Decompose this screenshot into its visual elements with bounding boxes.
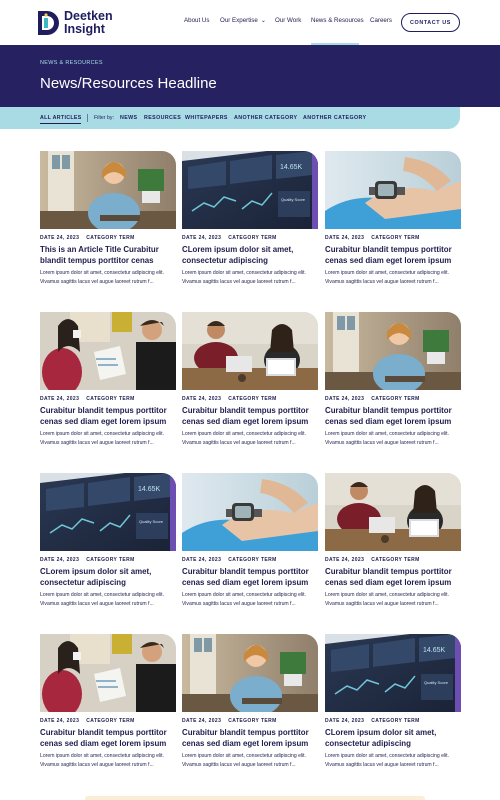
article-thumbnail[interactable] [325,634,461,712]
article-category[interactable]: CATEGORY TERM [228,557,277,563]
nav-item-expertise[interactable]: Our Expertise ⌄ [220,17,266,24]
contact-us-button[interactable]: CONTACT US [401,13,460,32]
svg-text:14.65K: 14.65K [280,164,303,171]
article-title[interactable]: Curabitur blandit tempus porttitor cenas sed diam eget lorem ipsum [325,567,452,587]
article-category[interactable]: CATEGORY TERM [86,718,135,724]
chevron-down-icon: ⌄ [260,18,266,24]
article-excerpt: Lorem ipsum dolor sit amet, consectetur adipiscing elit. Vivamus sagittis lacus vel augue laoreet rutrum f... [40,431,165,446]
article-meta [325,718,420,724]
svg-text:Quality Score: Quality Score [424,680,449,685]
site-header [0,0,500,45]
logo-text-line1: Deetken [64,9,113,23]
article-category[interactable]: CATEGORY TERM [228,235,277,241]
article-category[interactable]: CATEGORY TERM [371,557,420,563]
article-title[interactable]: Curabitur blandit tempus porttitor cenas sed diam eget lorem ipsum [325,406,452,426]
article-excerpt: Lorem ipsum dolor sit amet, consectetur adipiscing elit. Vivamus sagittis lacus vel augue laoreet rutrum f... [325,431,450,446]
article-meta [325,557,420,563]
article-date: DATE 24, 2023 [325,235,365,241]
article-card[interactable] [182,151,318,291]
article-category[interactable]: CATEGORY TERM [371,396,420,402]
article-excerpt: Lorem ipsum dolor sit amet, consectetur adipiscing elit. Vivamus sagittis lacus vel augue laoreet rutrum f... [325,753,450,768]
article-title[interactable]: Curabitur blandit tempus porttitor cenas sed diam eget lorem ipsum [182,406,309,426]
article-meta [182,396,277,402]
article-thumbnail[interactable] [40,473,176,551]
article-thumbnail[interactable] [325,473,461,551]
article-thumbnail[interactable] [40,312,176,390]
svg-text:14.65K: 14.65K [138,486,161,493]
svg-text:Quality Score: Quality Score [139,519,164,524]
article-category[interactable]: CATEGORY TERM [371,718,420,724]
article-excerpt: Lorem ipsum dolor sit amet, consectetur adipiscing elit. Vivamus sagittis lacus vel augue laoreet rutrum f... [325,270,450,285]
article-meta [40,557,135,563]
article-meta [40,396,135,402]
article-date: DATE 24, 2023 [325,557,365,563]
article-card[interactable] [40,473,176,613]
article-excerpt: Lorem ipsum dolor sit amet, consectetur adipiscing elit. Vivamus sagittis lacus vel augue laoreet rutrum f... [40,592,165,607]
article-title[interactable]: CLorem ipsum dolor sit amet, consectetur adipiscing [325,728,437,748]
article-title[interactable]: CLorem ipsum dolor sit amet, consectetur adipiscing [182,245,294,265]
article-meta [182,235,277,241]
filter-by-label: Filter by: [94,115,114,121]
article-category[interactable]: CATEGORY TERM [86,235,135,241]
article-thumbnail[interactable] [182,473,318,551]
article-thumbnail[interactable] [325,312,461,390]
nav-item-about[interactable]: About Us [184,17,210,24]
article-excerpt: Lorem ipsum dolor sit amet, consectetur adipiscing elit. Vivamus sagittis lacus vel augue laoreet rutrum f... [40,753,165,768]
article-card[interactable] [40,634,176,774]
article-meta [40,235,135,241]
logo-text-line2: Insight [64,21,105,36]
article-meta [40,718,135,724]
article-card[interactable] [325,151,461,291]
article-thumbnail[interactable] [182,151,318,229]
filter-all-articles[interactable]: ALL ARTICLES [40,115,82,121]
svg-text:Quality Score: Quality Score [281,197,306,202]
article-thumbnail[interactable] [182,634,318,712]
filter-another-category-2[interactable]: ANOTHER CATEGORY [303,115,367,121]
article-category[interactable]: CATEGORY TERM [86,557,135,563]
article-title[interactable]: Curabitur blandit tempus porttitor cenas sed diam eget lorem ipsum [40,406,167,426]
article-excerpt: Lorem ipsum dolor sit amet, consectetur adipiscing elit. Vivamus sagittis lacus vel augue laoreet rutrum f... [325,592,450,607]
article-card[interactable] [40,151,176,291]
nav-item-news-resources[interactable]: News & Resources [311,17,364,24]
filter-whitepapers[interactable]: WHITEPAPERS [185,115,228,121]
article-card[interactable] [182,312,318,452]
article-date: DATE 24, 2023 [40,235,80,241]
article-title[interactable]: Curabitur blandit tempus porttitor cenas sed diam eget lorem ipsum [182,728,309,748]
article-excerpt: Lorem ipsum dolor sit amet, consectetur adipiscing elit. Vivamus sagittis lacus vel augue laoreet rutrum f... [182,592,307,607]
article-date: DATE 24, 2023 [182,396,222,402]
article-card[interactable] [325,312,461,452]
article-excerpt: Lorem ipsum dolor sit amet, consectetur adipiscing elit. Vivamus sagittis lacus vel augue laoreet rutrum f... [182,753,307,768]
breadcrumb[interactable]: NEWS & RESOURCES [40,60,103,66]
footer-top-bar [85,796,425,800]
article-date: DATE 24, 2023 [182,235,222,241]
nav-item-our-work[interactable]: Our Work [275,17,302,24]
filter-bar [0,107,460,129]
article-thumbnail[interactable] [182,312,318,390]
article-meta [325,235,420,241]
article-date: DATE 24, 2023 [40,718,80,724]
filter-resources[interactable]: RESOURCES [144,115,182,121]
article-thumbnail[interactable] [325,151,461,229]
filter-another-category-1[interactable]: ANOTHER CATEGORY [234,115,298,121]
article-category[interactable]: CATEGORY TERM [86,396,135,402]
article-title[interactable]: Curabitur blandit tempus porttitor cenas sed diam eget lorem ipsum [40,728,167,748]
filter-divider [87,114,88,122]
filter-news[interactable]: NEWS [120,115,138,121]
article-meta [182,557,277,563]
article-title[interactable]: Curabitur blandit tempus porttitor cenas sed diam eget lorem ipsum [182,567,309,587]
logo-mark-icon [38,10,60,36]
article-card[interactable] [325,473,461,613]
article-card[interactable] [325,634,461,774]
article-title[interactable]: Curabitur blandit tempus porttitor cenas sed diam eget lorem ipsum [325,245,452,265]
article-card[interactable] [40,312,176,452]
article-date: DATE 24, 2023 [182,557,222,563]
article-category[interactable]: CATEGORY TERM [228,396,277,402]
article-category[interactable]: CATEGORY TERM [371,235,420,241]
article-meta [182,718,277,724]
article-excerpt: Lorem ipsum dolor sit amet, consectetur adipiscing elit. Vivamus sagittis lacus vel augue laoreet rutrum f... [40,270,165,285]
svg-text:14.65K: 14.65K [423,647,446,654]
article-date: DATE 24, 2023 [325,718,365,724]
article-title[interactable]: This is an Article Title Curabitur blandit tempus porttitor cenas [40,245,159,265]
hero-banner [0,45,500,107]
article-date: DATE 24, 2023 [40,557,80,563]
nav-item-careers[interactable]: Careers [370,17,393,24]
logo[interactable] [38,10,128,38]
article-excerpt: Lorem ipsum dolor sit amet, consectetur adipiscing elit. Vivamus sagittis lacus vel augue laoreet rutrum f... [182,270,307,285]
article-category[interactable]: CATEGORY TERM [228,718,277,724]
article-excerpt: Lorem ipsum dolor sit amet, consectetur adipiscing elit. Vivamus sagittis lacus vel augue laoreet rutrum f... [182,431,307,446]
article-date: DATE 24, 2023 [40,396,80,402]
article-meta [325,396,420,402]
article-date: DATE 24, 2023 [325,396,365,402]
active-filter-underline [40,123,81,124]
article-date: DATE 24, 2023 [182,718,222,724]
article-thumbnail[interactable] [40,151,176,229]
article-title[interactable]: CLorem ipsum dolor sit amet, consectetur adipiscing [40,567,152,587]
article-card[interactable] [182,473,318,613]
article-thumbnail[interactable] [40,634,176,712]
article-card[interactable] [182,634,318,774]
page-title: News/Resources Headline [40,75,217,92]
